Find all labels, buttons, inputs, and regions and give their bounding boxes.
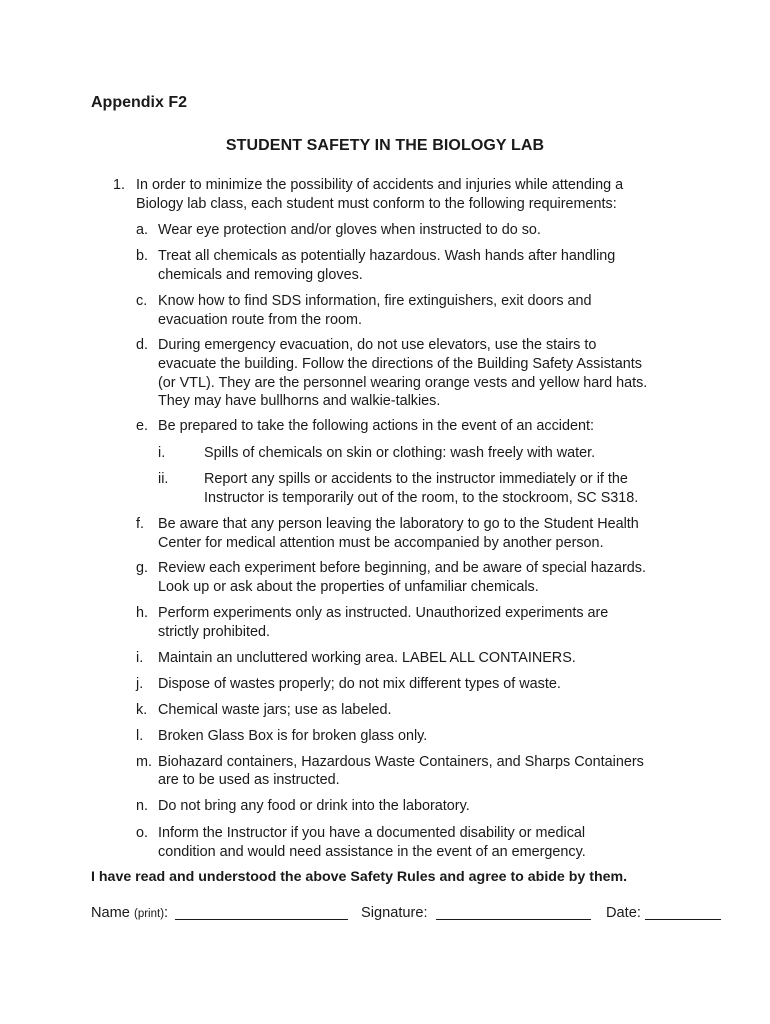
list-item-line: Be aware that any person leaving the laboratory to go to the Student Health (158, 516, 639, 532)
list-item-line: Dispose of wastes properly; do not mix different types of waste. (158, 676, 561, 692)
list-item-line: Inform the Instructor if you have a documented disability or medical (158, 825, 586, 841)
list-item-line: condition and would need assistance in the event of an emergency. (158, 844, 586, 860)
list-item-line: evacuate the building. Follow the directions of the Building Safety Assistants (158, 356, 642, 372)
list-marker: h. (136, 605, 149, 621)
list-marker: b. (136, 248, 149, 264)
list-item-line: During emergency evacuation, do not use elevators, use the stairs to (158, 337, 597, 353)
list-marker: i. (136, 650, 144, 666)
date-label: Date: (606, 905, 641, 921)
list-item-line: Chemical waste jars; use as labeled. (158, 702, 392, 718)
signature-label: Signature: (361, 905, 428, 921)
agreement-statement: I have read and understood the above Safety Rules and agree to abide by them. (91, 869, 628, 885)
list-marker: m. (136, 754, 152, 770)
list-marker: d. (136, 337, 149, 353)
list-marker: n. (136, 798, 149, 814)
sublist-item-line: Report any spills or accidents to the instructor immediately or if the (204, 471, 628, 487)
list-item-line: Be prepared to take the following actions in the event of an accident: (158, 418, 594, 434)
name-colon: : (164, 905, 169, 921)
list-item-line: Know how to find SDS information, fire extinguishers, exit doors and (158, 293, 592, 309)
appendix-heading: Appendix F2 (91, 94, 188, 111)
list-item-line: They may have bullhorns and walkie-talkies. (158, 393, 441, 409)
list-item-line: chemicals and removing gloves. (158, 267, 363, 283)
list-item-line: Review each experiment before beginning, and be aware of special hazards. (158, 560, 646, 576)
list-marker: l. (136, 728, 144, 744)
name-field-label (91, 905, 168, 921)
list-item-line: evacuation route from the room. (158, 312, 362, 328)
sublist-marker: i. (158, 445, 166, 461)
document-title: STUDENT SAFETY IN THE BIOLOGY LAB (225, 137, 545, 154)
list-marker: k. (136, 702, 148, 718)
list-marker: f. (136, 516, 144, 532)
list-marker: c. (136, 293, 148, 309)
list-item-line: Maintain an uncluttered working area. LABEL ALL CONTAINERS. (158, 650, 576, 666)
date-field-line[interactable] (645, 905, 721, 924)
list-item-line: Perform experiments only as instructed. Unauthorized experiments are (158, 605, 609, 621)
sublist-marker: ii. (158, 471, 169, 487)
sublist-item-line: Instructor is temporarily out of the room, to the stockroom, SC S318. (204, 490, 639, 506)
list-item-line: (or VTL). They are the personnel wearing orange vests and yellow hard hats. (158, 375, 648, 391)
list-item-line: Biohazard containers, Hazardous Waste Containers, and Sharps Containers (158, 754, 644, 770)
list-marker: e. (136, 418, 149, 434)
item-text-line: Biology lab class, each student must conform to the following requirements: (136, 196, 617, 212)
list-item-line: Do not bring any food or drink into the laboratory. (158, 798, 470, 814)
list-item-line: Broken Glass Box is for broken glass only. (158, 728, 428, 744)
print-note: (print) (134, 908, 165, 920)
item-text-line: In order to minimize the possibility of accidents and injuries while attending a (136, 177, 624, 193)
list-item-line: Center for medical attention must be accompanied by another person. (158, 535, 604, 551)
list-item-line: Wear eye protection and/or gloves when instructed to do so. (158, 222, 541, 238)
list-item-line: are to be used as instructed. (158, 772, 340, 788)
signature-field-line[interactable] (436, 905, 591, 924)
list-marker: a. (136, 222, 149, 238)
list-item-line: Look up or ask about the properties of unfamiliar chemicals. (158, 579, 539, 595)
list-marker: g. (136, 560, 149, 576)
list-item-line: strictly prohibited. (158, 624, 270, 640)
item-marker: 1. (113, 177, 126, 193)
list-marker: j. (136, 676, 144, 692)
name-label: Name (91, 905, 130, 921)
list-marker: o. (136, 825, 149, 841)
sublist-item-line: Spills of chemicals on skin or clothing: wash freely with water. (204, 445, 596, 461)
name-field-line[interactable] (175, 905, 348, 924)
list-item-line: Treat all chemicals as potentially hazardous. Wash hands after handling (158, 248, 616, 264)
